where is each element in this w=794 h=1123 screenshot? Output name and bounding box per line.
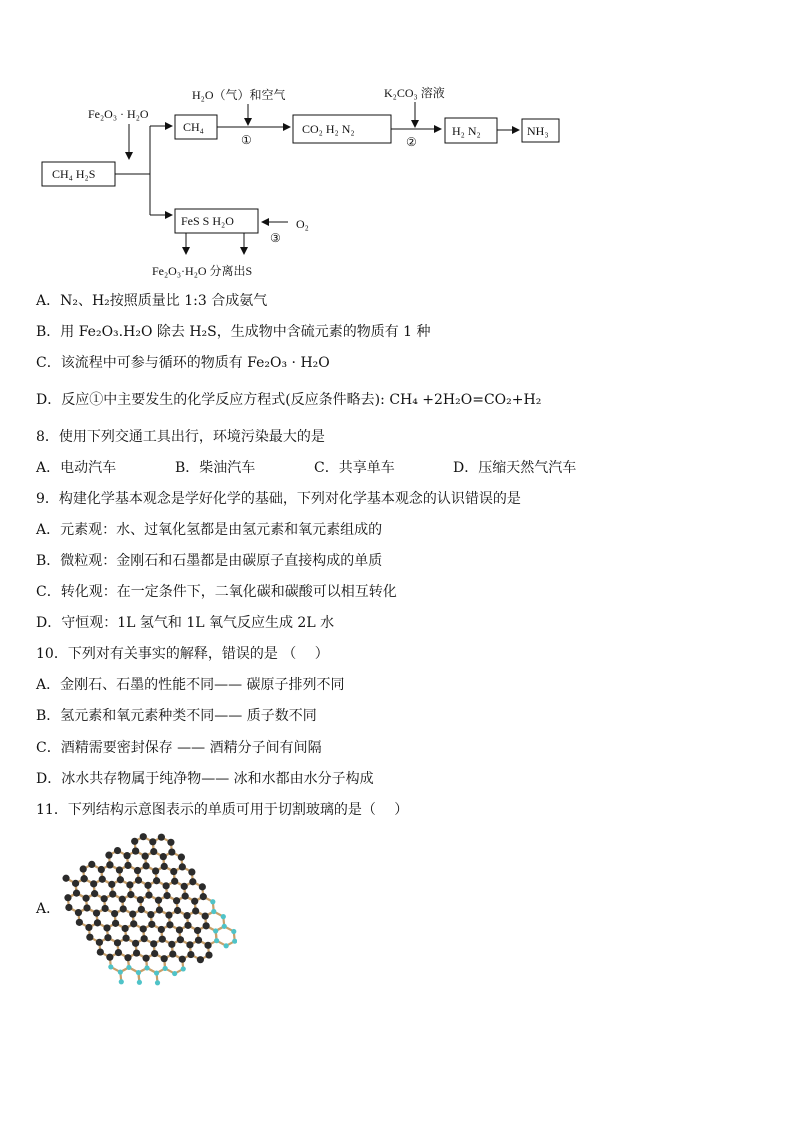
q10-option-d: D．冰水共存物属于纯净物—— 冰和水都由水分子构成 (36, 771, 374, 787)
carbon-atom (178, 854, 185, 861)
carbon-atom (109, 891, 116, 898)
carbon-atom (112, 920, 119, 927)
step-1: ① (241, 133, 252, 147)
hydrogen-atom (137, 980, 142, 985)
carbon-atom (62, 875, 69, 882)
hydrogen-atom (144, 965, 149, 970)
carbon-atom (105, 852, 112, 859)
carbon-atom (166, 921, 173, 928)
carbon-atom (98, 866, 105, 873)
carbon-atom (91, 890, 98, 897)
step-2: ② (406, 135, 417, 149)
carbon-atom (131, 838, 138, 845)
carbon-atom (148, 921, 155, 928)
carbon-atom (115, 949, 122, 956)
carbon-atom (102, 905, 109, 912)
carbon-atom (179, 956, 186, 963)
reagent-2: K₂CO₃ 溶液 (384, 86, 445, 100)
q10-option-b: B．氢元素和氧元素种类不同—— 质子数不同 (36, 708, 317, 724)
carbon-atom (191, 898, 198, 905)
hydrogen-atom (126, 965, 131, 970)
carbon-atom (143, 862, 150, 869)
q9-option-a: A．元素观：水、过氧化氢都是由氢元素和氧元素组成的 (36, 522, 383, 538)
carbon-atom (183, 912, 190, 919)
hydrogen-atom (210, 899, 215, 904)
carbon-atom (132, 847, 139, 854)
step-3: ③ (270, 231, 281, 245)
carbon-atom (141, 935, 148, 942)
carbon-atom (163, 882, 170, 889)
carbon-atom (106, 861, 113, 868)
carbon-atom (138, 906, 145, 913)
carbon-atom (152, 867, 159, 874)
hydrogen-atom (108, 964, 113, 969)
box-fes-label: FeS S H₂O (181, 214, 234, 228)
hydrogen-atom (172, 971, 177, 976)
carbon-atom (108, 881, 115, 888)
carbon-atom (80, 865, 87, 872)
carbon-atom (140, 833, 147, 840)
hydrogen-atom (222, 924, 227, 929)
hydrogen-atom (163, 966, 168, 971)
q10-stem: 10．下列对有关事实的解释，错误的是 （ ） (36, 646, 329, 662)
hydrogen-atom (221, 914, 226, 919)
reagent-top: Fe₂O₃ · H₂O (88, 107, 149, 121)
carbon-atom (144, 882, 151, 889)
carbon-atom (117, 876, 124, 883)
carbon-atom (158, 834, 165, 841)
carbon-atom (123, 852, 130, 859)
carbon-atom (204, 942, 211, 949)
carbon-atom (83, 904, 90, 911)
carbon-atom (203, 922, 210, 929)
carbon-atom (147, 911, 154, 918)
carbon-atom (142, 955, 149, 962)
carbon-atom (129, 911, 136, 918)
box-ch4-label: CH₄ (183, 120, 204, 134)
output-label: Fe₂O₃·H₂O 分离出S (152, 264, 253, 278)
carbon-atom (72, 880, 79, 887)
carbon-atom (137, 896, 144, 903)
carbon-atom (135, 877, 142, 884)
hydrogen-atom (181, 966, 186, 971)
carbon-atom (99, 876, 106, 883)
carbon-atom (174, 907, 181, 914)
carbon-atom (133, 949, 140, 956)
carbon-atom (104, 934, 111, 941)
carbon-atom (127, 891, 134, 898)
hydrogen-atom (154, 970, 159, 975)
carbon-atom (182, 893, 189, 900)
q10-option-c: C．酒精需要密封保存 —— 酒精分子间有间隔 (36, 740, 322, 756)
carbon-atom (73, 890, 80, 897)
carbon-atom (195, 937, 202, 944)
carbon-atom (161, 863, 168, 870)
carbon-atom (171, 878, 178, 885)
carbon-atom (170, 868, 177, 875)
q8-option-d: D．压缩天然气汽车 (453, 460, 577, 476)
carbon-atom (176, 926, 183, 933)
q9-stem: 9．构建化学基本观念是学好化学的基础，下列对化学基本观念的认识错误的是 (36, 491, 521, 507)
carbon-atom (167, 839, 174, 846)
carbon-atom (65, 904, 72, 911)
carbon-atom (81, 875, 88, 882)
graphene-structure-image (62, 826, 237, 986)
carbon-atom (111, 910, 118, 917)
carbon-atom (202, 913, 209, 920)
hydrogen-atom (224, 943, 229, 948)
q7-option-c: C．该流程中可参与循环的物质有 Fe₂O₃ · H₂O (36, 355, 330, 371)
carbon-atom (197, 956, 204, 963)
carbon-atom (150, 940, 157, 947)
reagent-3: O₂ (296, 217, 309, 231)
carbon-atom (192, 907, 199, 914)
box-h2n2-label: H₂ N₂ (452, 124, 481, 138)
carbon-atom (179, 863, 186, 870)
carbon-atom (168, 848, 175, 855)
hydrogen-atom (118, 969, 123, 974)
q8-option-c: C．共享单车 (314, 460, 395, 476)
hydrogen-atom (213, 928, 218, 933)
carbon-atom (124, 954, 131, 961)
carbon-atom (188, 868, 195, 875)
carbon-atom (64, 894, 71, 901)
carbon-atom (122, 925, 129, 932)
carbon-atom (132, 940, 139, 947)
carbon-atom (103, 924, 110, 931)
hydrogen-atom (231, 929, 236, 934)
carbon-atom (106, 954, 113, 961)
carbon-atom (169, 950, 176, 957)
carbon-atom (161, 955, 168, 962)
carbon-atom (130, 920, 137, 927)
hydrogen-atom (119, 979, 124, 984)
carbon-atom (101, 895, 108, 902)
carbon-atom (149, 838, 156, 845)
carbon-atom (82, 895, 89, 902)
q8-stem: 8．使用下列交通工具出行，环境污染最大的是 (36, 429, 325, 445)
carbon-atom (140, 925, 147, 932)
reagent-1: H₂O（气）和空气 (192, 88, 286, 102)
carbon-atom (119, 896, 126, 903)
q7-option-a: A．N₂、H₂按照质量比 1:3 合成氨气 (36, 293, 268, 309)
carbon-atom (168, 941, 175, 948)
carbon-atom (97, 948, 104, 955)
carbon-atom (200, 893, 207, 900)
carbon-atom (88, 861, 95, 868)
carbon-atom (85, 924, 92, 931)
hydrogen-atom (155, 980, 160, 985)
q11-option-a-label: A． (36, 901, 61, 917)
carbon-atom (120, 905, 127, 912)
process-flow-diagram (0, 70, 794, 290)
q9-option-b: B．微粒观：金刚石和石墨都是由碳原子直接构成的单质 (36, 553, 383, 569)
carbon-atom (181, 883, 188, 890)
hydrogen-atom (136, 970, 141, 975)
carbon-atom (96, 939, 103, 946)
q8-option-a: A．电动汽车 (36, 460, 117, 476)
carbon-atom (194, 927, 201, 934)
q8-option-b: B．柴油汽车 (175, 460, 256, 476)
carbon-atom (205, 951, 212, 958)
carbon-atom (156, 906, 163, 913)
carbon-atom (94, 919, 101, 926)
carbon-atom (75, 909, 82, 916)
box-nh3-label: NH₃ (527, 124, 549, 138)
carbon-atom (86, 934, 93, 941)
carbon-atom (90, 880, 97, 887)
carbon-atom (126, 881, 133, 888)
carbon-atom (160, 853, 167, 860)
carbon-atom (122, 935, 129, 942)
carbon-atom (114, 847, 121, 854)
carbon-atom (173, 897, 180, 904)
carbon-atom (163, 892, 170, 899)
carbon-atom (124, 862, 131, 869)
q9-option-d: D．守恒观：1L 氢气和 1L 氧气反应生成 2L 水 (36, 615, 335, 631)
q10-option-a: A．金刚石、石墨的性能不同—— 碳原子排列不同 (36, 677, 345, 693)
carbon-atom (116, 866, 123, 873)
carbon-atom (150, 848, 157, 855)
q7-option-b: B．用 Fe₂O₃.H₂O 除去 H₂S，生成物中含硫元素的物质有 1 种 (36, 324, 431, 340)
carbon-atom (145, 892, 152, 899)
carbon-atom (187, 951, 194, 958)
box-start-label: CH₄ H₂S (52, 167, 96, 181)
carbon-atom (189, 878, 196, 885)
q7-option-d: D．反应①中主要发生的化学反应方程式(反应条件略去): CH₄ +2H₂O=CO₂+H₂ (36, 392, 542, 408)
carbon-atom (199, 883, 206, 890)
hydrogen-atom (214, 938, 219, 943)
carbon-atom (158, 926, 165, 933)
carbon-atom (151, 950, 158, 957)
carbon-atom (76, 919, 83, 926)
box-co2-label: CO₂ H₂ N₂ (302, 122, 355, 136)
q11-stem: 11．下列结构示意图表示的单质可用于切割玻璃的是（ ） (36, 802, 409, 818)
carbon-atom (153, 877, 160, 884)
q9-option-c: C．转化观：在一定条件下，二氧化碳和碳酸可以相互转化 (36, 584, 397, 600)
carbon-atom (184, 922, 191, 929)
carbon-atom (142, 853, 149, 860)
carbon-atom (177, 936, 184, 943)
carbon-atom (186, 941, 193, 948)
carbon-atom (93, 910, 100, 917)
carbon-atom (165, 912, 172, 919)
hydrogen-atom (211, 909, 216, 914)
carbon-atom (114, 939, 121, 946)
carbon-atom (134, 867, 141, 874)
carbon-atom (155, 897, 162, 904)
carbon-atom (159, 936, 166, 943)
